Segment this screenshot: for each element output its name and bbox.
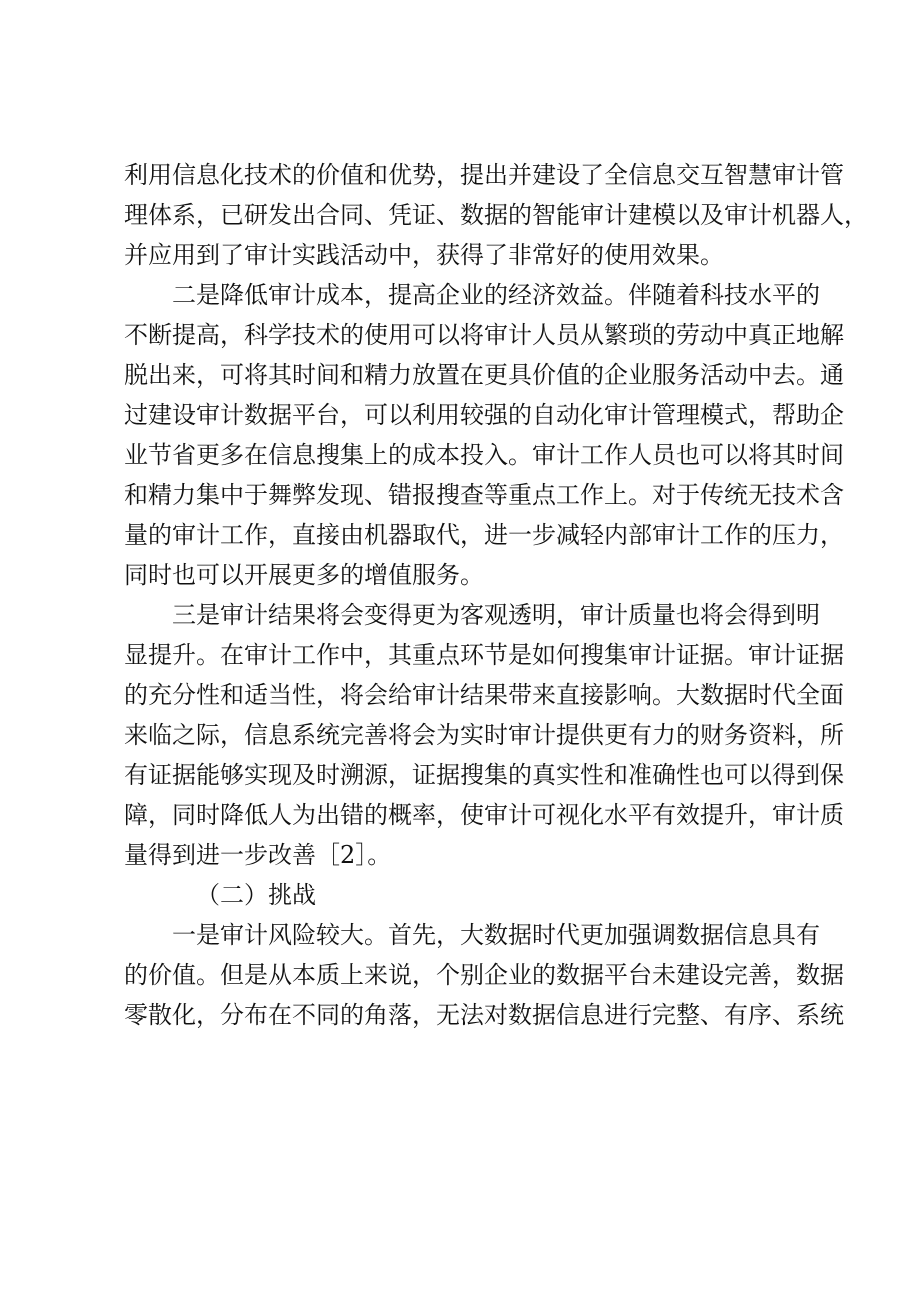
paragraph-line: 显提升。在审计工作中，其重点环节是如何搜集审计证据。审计证据 [124,641,844,669]
paragraph-line: 不断提高，科学技术的使用可以将审计人员从繁琐的劳动中真正地解 [124,321,844,349]
paragraph-line: 三是审计结果将会变得更为客观透明，审计质量也将会得到明 [172,601,820,629]
paragraph-line: 的价值。但是从本质上来说，个别企业的数据平台未建设完善，数据 [124,961,844,989]
document-page [124,155,868,1035]
section-heading: （二）挑战 [196,881,316,909]
paragraph-line: 理体系，已研发出合同、凭证、数据的智能审计建模以及审计机器人， [124,201,868,229]
paragraph-line: 量得到进一步改善［2］。 [124,841,392,869]
paragraph-line: 零散化，分布在不同的角落，无法对数据信息进行完整、有序、系统 [124,1001,844,1029]
paragraph-line: 并应用到了审计实践活动中，获得了非常好的使用效果。 [124,241,724,269]
paragraph-line: 二是降低审计成本，提高企业的经济效益。伴随着科技水平的 [172,281,820,309]
paragraph-line: 利用信息化技术的价值和优势，提出并建设了全信息交互智慧审计管 [124,161,844,189]
paragraph-line: 同时也可以开展更多的增值服务。 [124,561,484,589]
paragraph-line: 量的审计工作，直接由机器取代，进一步减轻内部审计工作的压力， [124,521,844,549]
paragraph-line: 一是审计风险较大。首先，大数据时代更加强调数据信息具有 [172,921,820,949]
paragraph-line: 有证据能够实现及时溯源，证据搜集的真实性和准确性也可以得到保 [124,761,844,789]
paragraph-line: 来临之际，信息系统完善将会为实时审计提供更有力的财务资料，所 [124,721,844,749]
paragraph-line: 和精力集中于舞弊发现、错报搜查等重点工作上。对于传统无技术含 [124,481,844,509]
paragraph-line: 业节省更多在信息搜集上的成本投入。审计工作人员也可以将其时间 [124,441,844,469]
paragraph-line: 障，同时降低人为出错的概率，使审计可视化水平有效提升，审计质 [124,801,844,829]
paragraph-line: 脱出来，可将其时间和精力放置在更具价值的企业服务活动中去。通 [124,361,844,389]
paragraph-line: 过建设审计数据平台，可以利用较强的自动化审计管理模式，帮助企 [124,401,844,429]
paragraph-line: 的充分性和适当性，将会给审计结果带来直接影响。大数据时代全面 [124,681,844,709]
